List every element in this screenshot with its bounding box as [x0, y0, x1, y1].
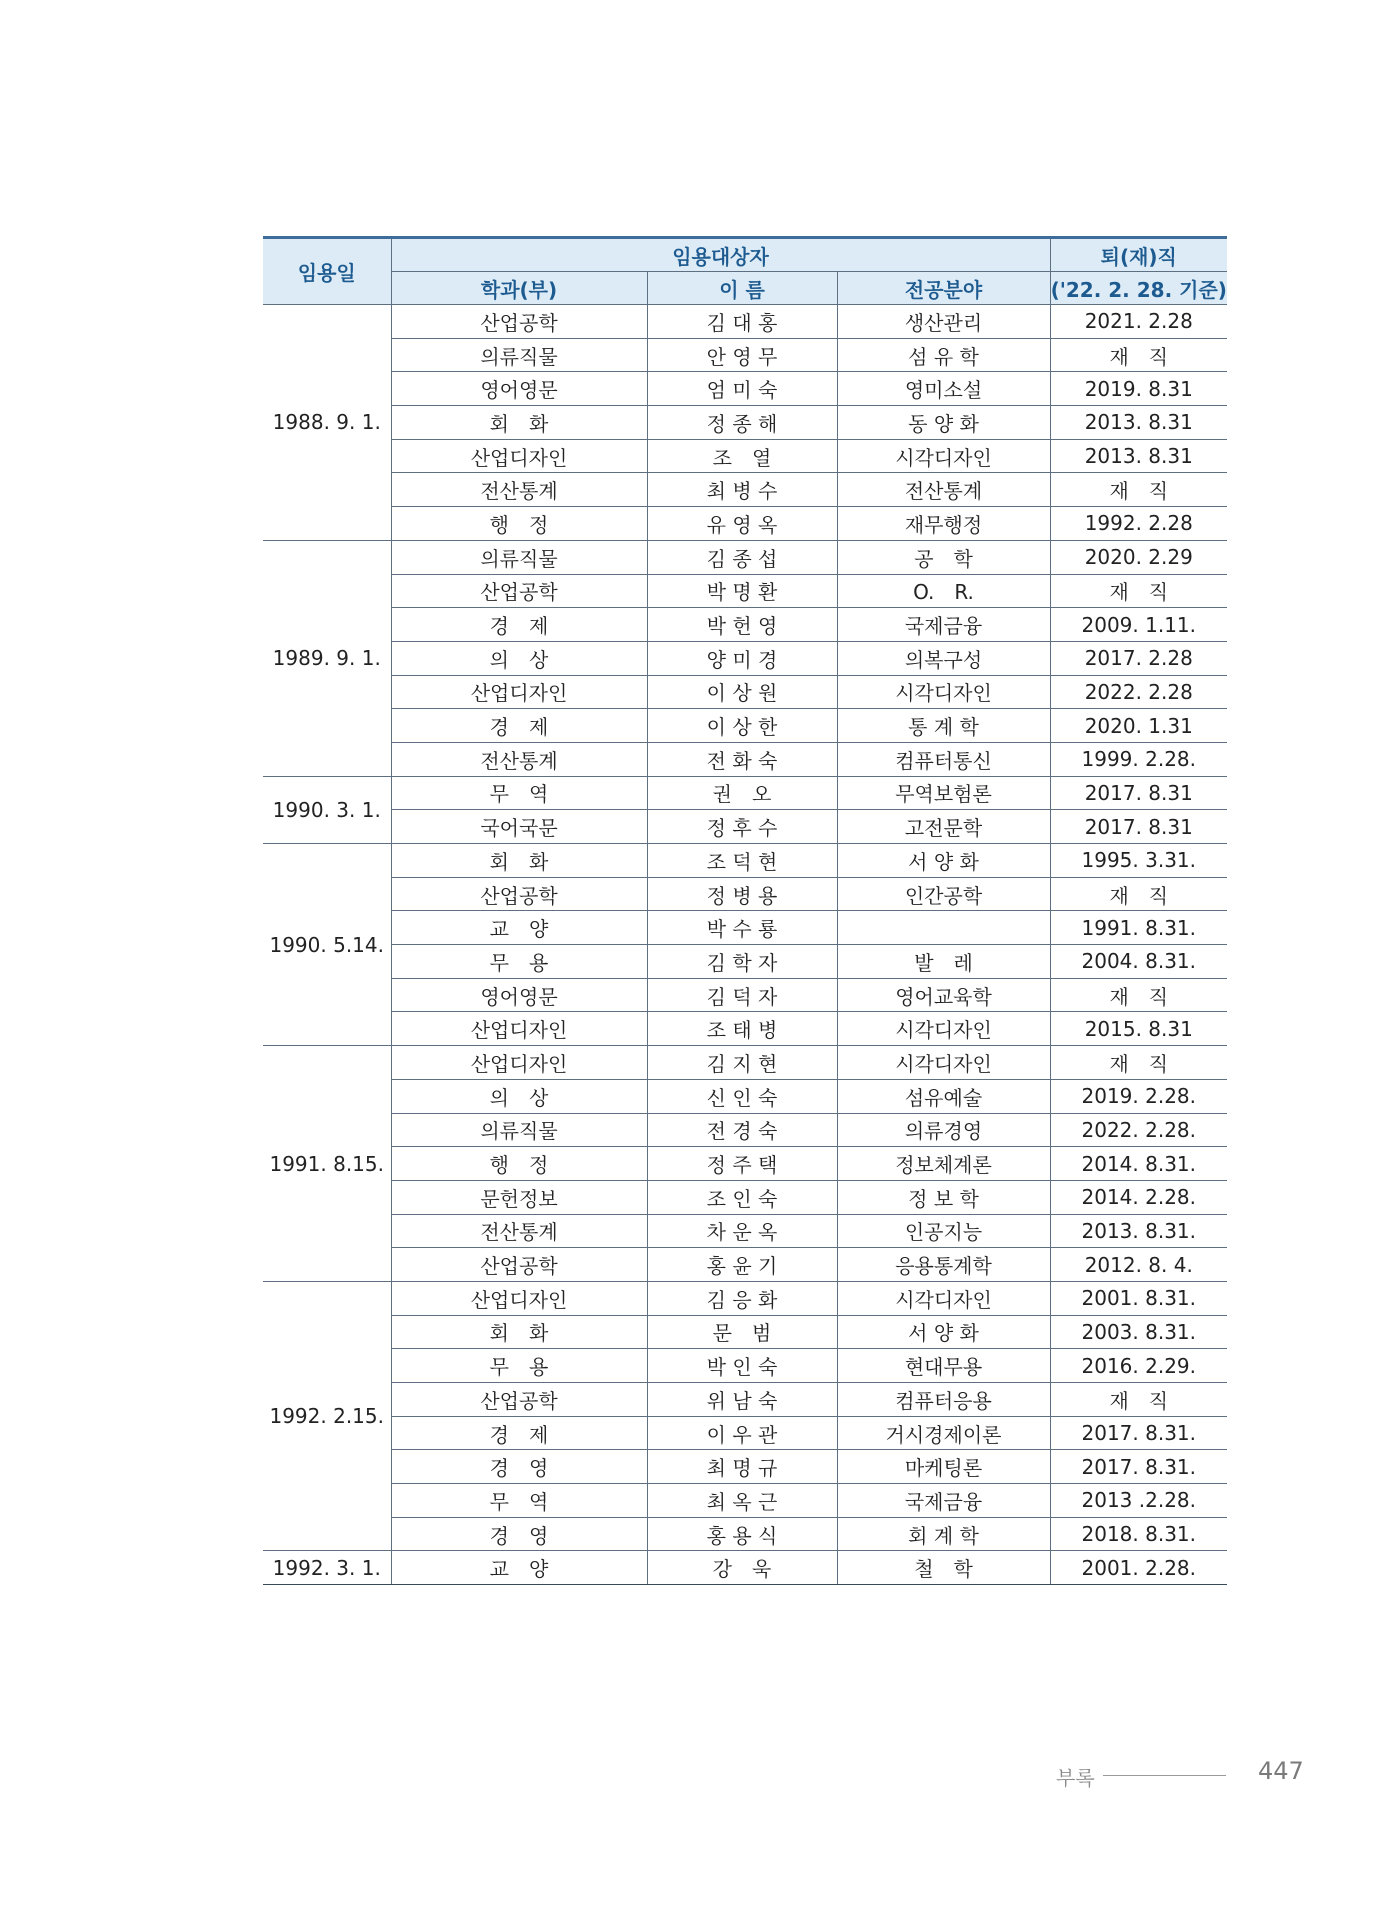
- dept-cell: 경 제: [391, 709, 647, 743]
- name-cell: 강 욱: [647, 1551, 837, 1585]
- date-cell: 1991. 8.15.: [263, 1046, 391, 1282]
- table-row: [263, 305, 1227, 339]
- header-name: 이 름: [647, 272, 837, 305]
- name-cell: 조 열: [647, 439, 837, 473]
- major-cell: 시각디자인: [837, 675, 1050, 709]
- dept-cell: 전산통계: [391, 473, 647, 507]
- date-cell: 1992. 2.15.: [263, 1281, 391, 1551]
- name-cell: 박 수 룡: [647, 911, 837, 945]
- table-row: [263, 1079, 1227, 1113]
- major-cell: 시각디자인: [837, 1046, 1050, 1080]
- dept-cell: 교 양: [391, 1551, 647, 1585]
- table-row: [263, 641, 1227, 675]
- table-row: [263, 608, 1227, 642]
- table-row: [263, 810, 1227, 844]
- table-row: [263, 1315, 1227, 1349]
- footer-section-label: 부록: [1056, 1766, 1095, 1790]
- major-cell: 동 양 화: [837, 406, 1050, 440]
- name-cell: 홍 윤 기: [647, 1248, 837, 1282]
- retire-cell: 2022. 2.28: [1050, 675, 1227, 709]
- table-row: [263, 911, 1227, 945]
- dept-cell: 경 제: [391, 1416, 647, 1450]
- name-cell: 최 옥 근: [647, 1484, 837, 1518]
- dept-cell: 행 정: [391, 507, 647, 541]
- retire-cell: 2013 .2.28.: [1050, 1484, 1227, 1518]
- retire-cell: 1995. 3.31.: [1050, 844, 1227, 878]
- name-cell: 홍 용 식: [647, 1517, 837, 1551]
- table-row: [263, 844, 1227, 878]
- name-cell: 정 주 택: [647, 1147, 837, 1181]
- retire-cell: 2016. 2.29.: [1050, 1349, 1227, 1383]
- retire-cell: 2003. 8.31.: [1050, 1315, 1227, 1349]
- major-cell: 서 양 화: [837, 844, 1050, 878]
- major-cell: 의류경영: [837, 1113, 1050, 1147]
- major-cell: 국제금융: [837, 1484, 1050, 1518]
- dept-cell: 무 역: [391, 1484, 647, 1518]
- table-row: [263, 540, 1227, 574]
- header-retire-line1: 퇴(재)직: [1050, 238, 1227, 272]
- dept-cell: 영어영문: [391, 978, 647, 1012]
- table-row: [263, 574, 1227, 608]
- table-row: [263, 1484, 1227, 1518]
- major-cell: 마케팅론: [837, 1450, 1050, 1484]
- dept-cell: 회 화: [391, 1315, 647, 1349]
- dept-cell: 경 영: [391, 1517, 647, 1551]
- table-row: [263, 406, 1227, 440]
- major-cell: 시각디자인: [837, 1281, 1050, 1315]
- appointment-table: [263, 236, 1227, 1585]
- table-row: [263, 877, 1227, 911]
- name-cell: 조 덕 현: [647, 844, 837, 878]
- retire-cell: 2022. 2.28.: [1050, 1113, 1227, 1147]
- dept-cell: 영어영문: [391, 372, 647, 406]
- dept-cell: 교 양: [391, 911, 647, 945]
- major-cell: [837, 911, 1050, 945]
- dept-cell: 의류직물: [391, 1113, 647, 1147]
- retire-cell: 재 직: [1050, 877, 1227, 911]
- name-cell: 권 오: [647, 776, 837, 810]
- table-row: [263, 1113, 1227, 1147]
- name-cell: 정 종 해: [647, 406, 837, 440]
- retire-cell: 2009. 1.11.: [1050, 608, 1227, 642]
- page-number: 447: [1258, 1757, 1304, 1785]
- dept-cell: 의 상: [391, 1079, 647, 1113]
- retire-cell: 2014. 2.28.: [1050, 1180, 1227, 1214]
- major-cell: 시각디자인: [837, 1012, 1050, 1046]
- table-row: [263, 675, 1227, 709]
- retire-cell: 2014. 8.31.: [1050, 1147, 1227, 1181]
- dept-cell: 산업디자인: [391, 1012, 647, 1046]
- major-cell: 회 계 학: [837, 1517, 1050, 1551]
- retire-cell: 2017. 8.31: [1050, 810, 1227, 844]
- retire-cell: 2013. 8.31.: [1050, 1214, 1227, 1248]
- name-cell: 박 헌 영: [647, 608, 837, 642]
- table-row: [263, 473, 1227, 507]
- dept-cell: 무 용: [391, 945, 647, 979]
- dept-cell: 산업공학: [391, 305, 647, 339]
- major-cell: 공 학: [837, 540, 1050, 574]
- major-cell: 인간공학: [837, 877, 1050, 911]
- header-date: 임용일: [263, 238, 391, 305]
- name-cell: 김 종 섭: [647, 540, 837, 574]
- major-cell: 무역보험론: [837, 776, 1050, 810]
- dept-cell: 산업공학: [391, 574, 647, 608]
- table-row: [263, 1383, 1227, 1417]
- table-row: [263, 372, 1227, 406]
- table-row: [263, 776, 1227, 810]
- name-cell: 엄 미 숙: [647, 372, 837, 406]
- name-cell: 김 응 화: [647, 1281, 837, 1315]
- dept-cell: 산업디자인: [391, 675, 647, 709]
- major-cell: 섬 유 학: [837, 338, 1050, 372]
- major-cell: 서 양 화: [837, 1315, 1050, 1349]
- dept-cell: 산업공학: [391, 1383, 647, 1417]
- major-cell: O. R.: [837, 574, 1050, 608]
- name-cell: 김 대 홍: [647, 305, 837, 339]
- date-cell: 1990. 5.14.: [263, 844, 391, 1046]
- dept-cell: 산업디자인: [391, 1281, 647, 1315]
- dept-cell: 산업디자인: [391, 1046, 647, 1080]
- name-cell: 조 태 병: [647, 1012, 837, 1046]
- retire-cell: 2004. 8.31.: [1050, 945, 1227, 979]
- retire-cell: 2017. 8.31: [1050, 776, 1227, 810]
- dept-cell: 행 정: [391, 1147, 647, 1181]
- name-cell: 박 명 환: [647, 574, 837, 608]
- retire-cell: 2013. 8.31: [1050, 406, 1227, 440]
- name-cell: 김 덕 자: [647, 978, 837, 1012]
- retire-cell: 1999. 2.28.: [1050, 742, 1227, 776]
- dept-cell: 회 화: [391, 844, 647, 878]
- dept-cell: 산업공학: [391, 1248, 647, 1282]
- retire-cell: 2001. 2.28.: [1050, 1551, 1227, 1585]
- table-row: [263, 1248, 1227, 1282]
- major-cell: 컴퓨터통신: [837, 742, 1050, 776]
- retire-cell: 재 직: [1050, 574, 1227, 608]
- table-row: [263, 1416, 1227, 1450]
- major-cell: 정 보 학: [837, 1180, 1050, 1214]
- retire-cell: 1991. 8.31.: [1050, 911, 1227, 945]
- dept-cell: 의 상: [391, 641, 647, 675]
- name-cell: 최 병 수: [647, 473, 837, 507]
- footer-divider: [1103, 1775, 1226, 1776]
- date-cell: 1990. 3. 1.: [263, 776, 391, 843]
- dept-cell: 무 역: [391, 776, 647, 810]
- header-retire-line2: ('22. 2. 28. 기준): [1050, 272, 1227, 305]
- retire-cell: 2018. 8.31.: [1050, 1517, 1227, 1551]
- table-row: [263, 1214, 1227, 1248]
- retire-cell: 2020. 1.31: [1050, 709, 1227, 743]
- name-cell: 차 운 옥: [647, 1214, 837, 1248]
- major-cell: 섬유예술: [837, 1079, 1050, 1113]
- name-cell: 정 후 수: [647, 810, 837, 844]
- dept-cell: 전산통계: [391, 742, 647, 776]
- name-cell: 김 학 자: [647, 945, 837, 979]
- retire-cell: 2020. 2.29: [1050, 540, 1227, 574]
- retire-cell: 재 직: [1050, 1383, 1227, 1417]
- dept-cell: 국어국문: [391, 810, 647, 844]
- table-row: [263, 1012, 1227, 1046]
- retire-cell: 1992. 2.28: [1050, 507, 1227, 541]
- name-cell: 양 미 경: [647, 641, 837, 675]
- retire-cell: 2019. 2.28.: [1050, 1079, 1227, 1113]
- table-row: [263, 1517, 1227, 1551]
- retire-cell: 재 직: [1050, 473, 1227, 507]
- major-cell: 인공지능: [837, 1214, 1050, 1248]
- table-row: [263, 709, 1227, 743]
- major-cell: 시각디자인: [837, 439, 1050, 473]
- table-row: [263, 1349, 1227, 1383]
- major-cell: 거시경제이론: [837, 1416, 1050, 1450]
- major-cell: 생산관리: [837, 305, 1050, 339]
- retire-cell: 재 직: [1050, 978, 1227, 1012]
- table-row: [263, 945, 1227, 979]
- name-cell: 안 영 무: [647, 338, 837, 372]
- major-cell: 컴퓨터응용: [837, 1383, 1050, 1417]
- major-cell: 응용통계학: [837, 1248, 1050, 1282]
- dept-cell: 의류직물: [391, 338, 647, 372]
- table-row: [263, 338, 1227, 372]
- name-cell: 전 화 숙: [647, 742, 837, 776]
- major-cell: 정보체계론: [837, 1147, 1050, 1181]
- date-cell: 1989. 9. 1.: [263, 540, 391, 776]
- dept-cell: 경 영: [391, 1450, 647, 1484]
- table-row: [263, 1180, 1227, 1214]
- retire-cell: 2017. 8.31.: [1050, 1450, 1227, 1484]
- dept-cell: 회 화: [391, 406, 647, 440]
- major-cell: 현대무용: [837, 1349, 1050, 1383]
- date-cell: 1988. 9. 1.: [263, 305, 391, 541]
- table-row: [263, 742, 1227, 776]
- name-cell: 김 지 현: [647, 1046, 837, 1080]
- major-cell: 전산통계: [837, 473, 1050, 507]
- name-cell: 정 병 용: [647, 877, 837, 911]
- table-row: [263, 1450, 1227, 1484]
- table-row: [263, 978, 1227, 1012]
- name-cell: 이 상 한: [647, 709, 837, 743]
- header-dept: 학과(부): [391, 272, 647, 305]
- table-row: [263, 1281, 1227, 1315]
- name-cell: 박 인 숙: [647, 1349, 837, 1383]
- table-row: [263, 1046, 1227, 1080]
- major-cell: 고전문학: [837, 810, 1050, 844]
- dept-cell: 경 제: [391, 608, 647, 642]
- retire-cell: 재 직: [1050, 338, 1227, 372]
- major-cell: 영미소설: [837, 372, 1050, 406]
- header-major: 전공분야: [837, 272, 1050, 305]
- major-cell: 통 계 학: [837, 709, 1050, 743]
- major-cell: 철 학: [837, 1551, 1050, 1585]
- name-cell: 위 남 숙: [647, 1383, 837, 1417]
- table-row: [263, 1147, 1227, 1181]
- retire-cell: 2017. 8.31.: [1050, 1416, 1227, 1450]
- dept-cell: 산업디자인: [391, 439, 647, 473]
- name-cell: 신 인 숙: [647, 1079, 837, 1113]
- name-cell: 최 명 규: [647, 1450, 837, 1484]
- major-cell: 영어교육학: [837, 978, 1050, 1012]
- name-cell: 이 상 원: [647, 675, 837, 709]
- table-row: [263, 439, 1227, 473]
- table-body: [263, 305, 1227, 1585]
- name-cell: 조 인 숙: [647, 1180, 837, 1214]
- table-row: [263, 1551, 1227, 1585]
- major-cell: 국제금융: [837, 608, 1050, 642]
- retire-cell: 2019. 8.31: [1050, 372, 1227, 406]
- date-cell: 1992. 3. 1.: [263, 1551, 391, 1585]
- retire-cell: 2013. 8.31: [1050, 439, 1227, 473]
- dept-cell: 문헌정보: [391, 1180, 647, 1214]
- table-row: [263, 507, 1227, 541]
- retire-cell: 2001. 8.31.: [1050, 1281, 1227, 1315]
- retire-cell: 2017. 2.28: [1050, 641, 1227, 675]
- dept-cell: 산업공학: [391, 877, 647, 911]
- header-appointee: 임용대상자: [391, 238, 1050, 272]
- name-cell: 전 경 숙: [647, 1113, 837, 1147]
- retire-cell: 2012. 8. 4.: [1050, 1248, 1227, 1282]
- major-cell: 의복구성: [837, 641, 1050, 675]
- major-cell: 재무행정: [837, 507, 1050, 541]
- major-cell: 발 레: [837, 945, 1050, 979]
- dept-cell: 무 용: [391, 1349, 647, 1383]
- retire-cell: 재 직: [1050, 1046, 1227, 1080]
- dept-cell: 전산통계: [391, 1214, 647, 1248]
- retire-cell: 2021. 2.28: [1050, 305, 1227, 339]
- retire-cell: 2015. 8.31: [1050, 1012, 1227, 1046]
- name-cell: 문 범: [647, 1315, 837, 1349]
- name-cell: 유 영 옥: [647, 507, 837, 541]
- name-cell: 이 우 관: [647, 1416, 837, 1450]
- dept-cell: 의류직물: [391, 540, 647, 574]
